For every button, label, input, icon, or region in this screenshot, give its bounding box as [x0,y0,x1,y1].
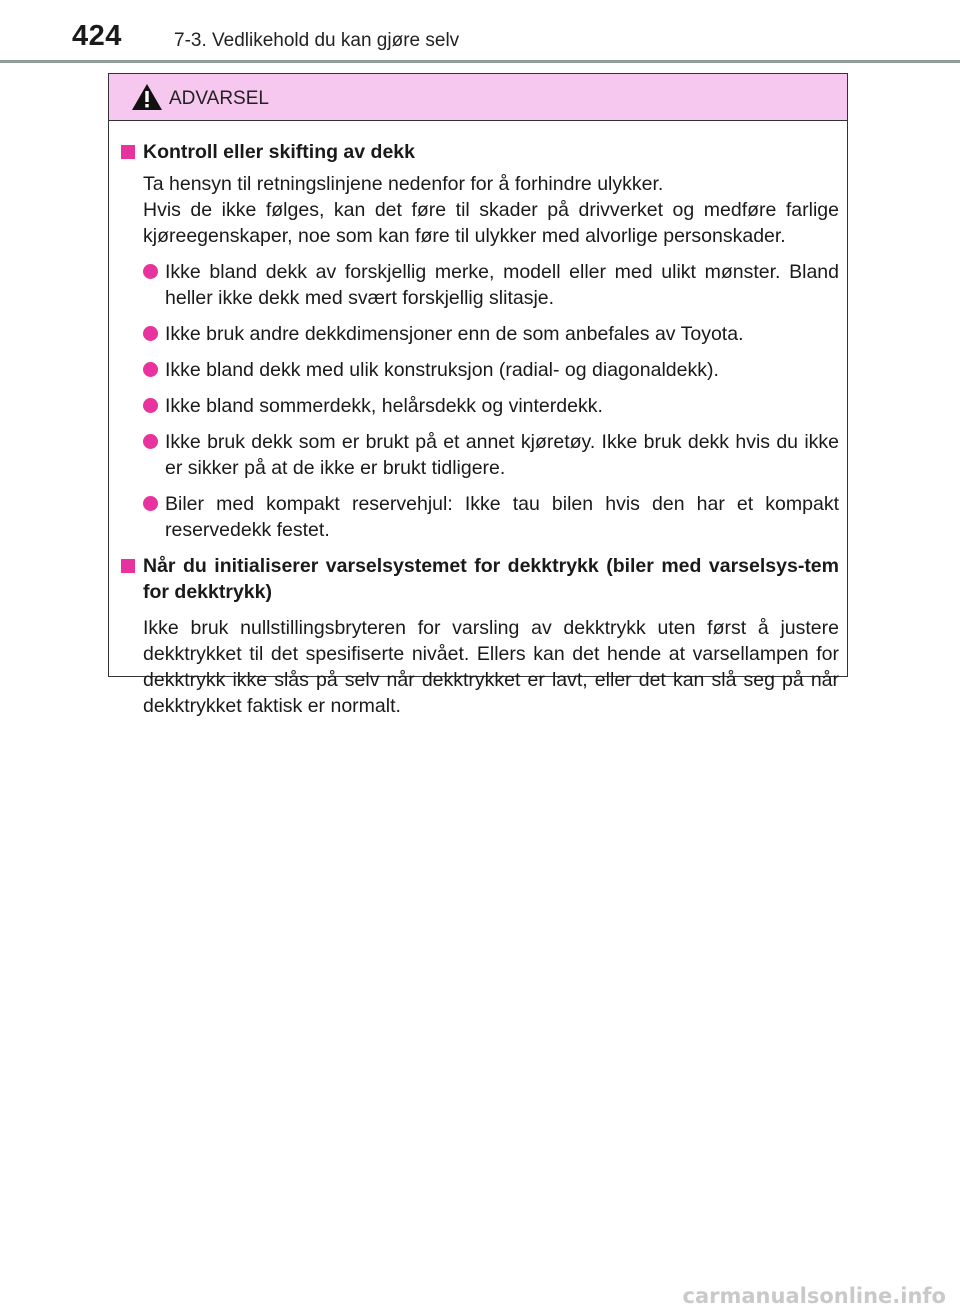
section-heading-tire-check [121,139,839,165]
pink-dot-icon [143,264,158,279]
watermark: carmanualsonline.info [682,1284,946,1308]
section-heading-text: Kontroll eller skifting av dekk [143,141,415,163]
list-item-text: Biler med kompakt reservehjul: Ikke tau bilen hvis den har et kompakt reservedekk festet. [165,493,839,541]
pink-dot-icon [143,434,158,449]
warning-header [109,74,847,121]
warning-box [108,73,848,717]
pink-dot-icon [143,362,158,377]
paragraph-text: Ikke bruk nullstillingsbryteren for varsling av dekktrykk uten først å justere dekktrykket til det spesifiserte nivået. Ellers kan det hende at varsellampen for dekktrykk ikke slås på selv når dekktrykket er lavt, eller det kan slå seg på når dekktrykket faktisk er normalt. [143,617,839,717]
list-item-text: Ikke bruk andre dekkdimensjoner enn de som anbefales av Toyota. [165,323,744,345]
list-item [143,491,839,543]
page-number: 424 [72,20,122,52]
section-paragraph [143,615,839,719]
warning-triangle-icon [131,83,163,111]
paragraph-line: Ta hensyn til retningslinjene nedenfor for å forhindre ulykker. [143,173,664,195]
list-item-text: Ikke bruk dekk som er brukt på et annet kjøretøy. Ikke bruk dekk hvis du ikke er sikker på at de ikke er brukt tidligere. [165,431,839,479]
warning-label: ADVARSEL [169,88,269,109]
list-item-text: Ikke bland sommerdekk, helårsdekk og vinterdekk. [165,395,603,417]
section-title: 7-3. Vedlikehold du kan gjøre selv [174,30,460,51]
pink-square-icon [121,145,135,159]
list-item [143,321,839,347]
header-rule [0,60,960,63]
list-item-text: Ikke bland dekk av forskjellig merke, modell eller med ulikt mønster. Bland heller ikke dekk med svært forskjellig slitasje. [165,261,839,309]
section-heading-tpms-init [121,553,839,605]
pink-dot-icon [143,326,158,341]
pink-dot-icon [143,496,158,511]
list-item [143,429,839,481]
page-header [0,0,960,62]
list-item [143,259,839,311]
paragraph-line: Hvis de ikke følges, kan det føre til skader på drivverket og medføre farlige kjøreegenskaper, noe som kan føre til ulykker med alvorlige personskader. [143,199,839,247]
warning-body [109,121,847,719]
section-paragraph [143,171,839,249]
list-item [143,393,839,419]
pink-dot-icon [143,398,158,413]
pink-square-icon [121,559,135,573]
list-item-text: Ikke bland dekk med ulik konstruksjon (radial- og diagonaldekk). [165,359,719,381]
list-item [143,357,839,383]
section-heading-text: Når du initialiserer varselsystemet for dekktrykk (biler med varselsys-tem for dekktrykk) [143,555,839,603]
